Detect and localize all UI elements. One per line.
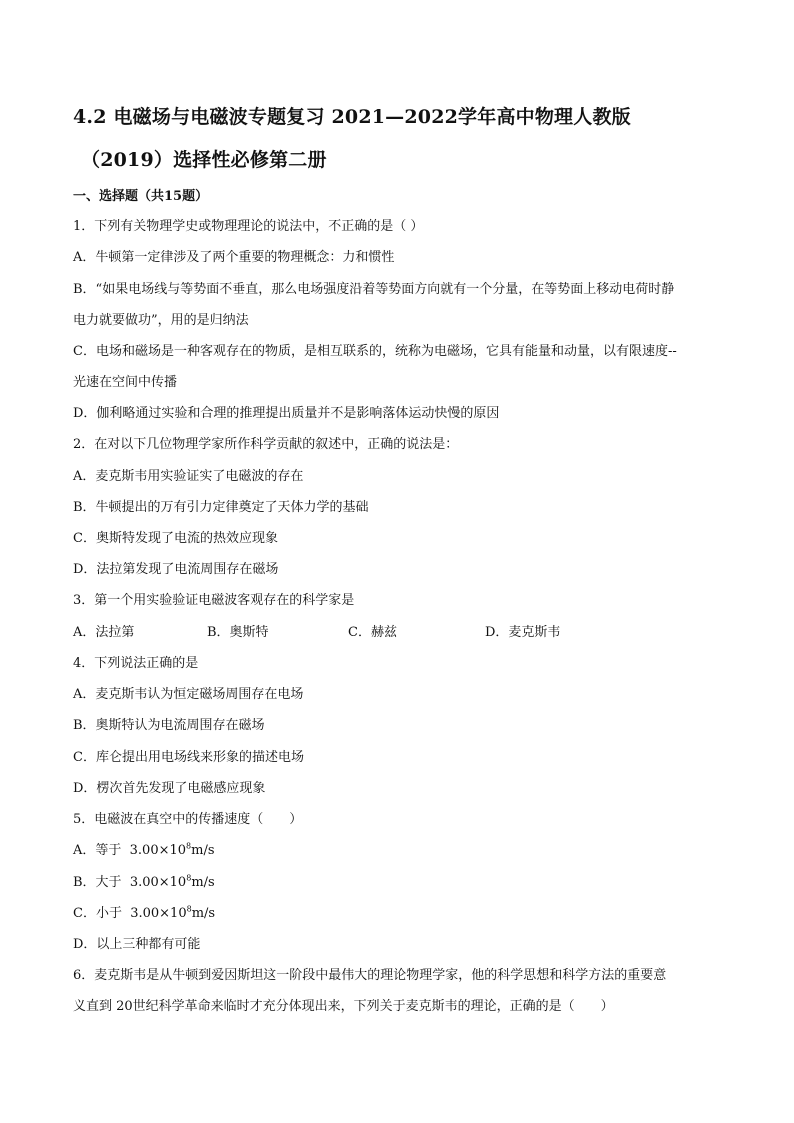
question-3-option-c: C．赫兹 — [348, 625, 397, 640]
question-5-option-a — [73, 842, 733, 860]
speed-exponent: 8 — [186, 904, 192, 914]
option-prefix: C．小于 — [73, 906, 122, 921]
question-1-option-c-line1: C．电场和磁场是一种客观存在的物质，是相互联系的，统称为电磁场，它具有能量和动量，以有限速度-- — [73, 344, 677, 359]
speed-exponent: 8 — [186, 873, 192, 883]
question-4-option-b: B．奥斯特认为电流周围存在磁场 — [73, 718, 265, 733]
speed-value: 3.00×10 — [129, 843, 187, 858]
question-6-stem-line2: 义直到 20世纪科学革命来临时才充分体现出来，下列关于麦克斯韦的理论，正确的是（ ） — [73, 999, 614, 1014]
speed-unit: m/s — [191, 906, 216, 921]
speed-unit: m/s — [191, 843, 215, 858]
question-5-option-d: D．以上三种都有可能 — [73, 937, 201, 952]
question-2-stem: 2．在对以下几位物理学家所作科学贡献的叙述中，正确的说法是： — [73, 437, 459, 452]
option-prefix: A．等于 — [73, 843, 122, 858]
document-title-line2: （2019）选择性必修第二册 — [81, 149, 327, 171]
question-1-option-c-line2: 光速在空间中传播 — [73, 375, 178, 390]
question-5-option-c — [73, 905, 733, 923]
speed-value: 3.00×10 — [129, 875, 187, 890]
question-3-option-b: B．奥斯特 — [207, 625, 269, 640]
question-1-option-a: A．牛顿第一定律涉及了两个重要的物理概念：力和惯性 — [73, 250, 395, 265]
question-4-option-a: A．麦克斯韦认为恒定磁场周围存在电场 — [73, 687, 304, 702]
speed-exponent: 8 — [186, 841, 192, 851]
question-1-option-d: D．伽利略通过实验和合理的推理提出质量并不是影响落体运动快慢的原因 — [73, 406, 500, 421]
section-heading: 一、选择题（共15题） — [73, 189, 209, 204]
question-4-option-d: D．楞次首先发现了电磁感应现象 — [73, 781, 266, 796]
question-5-stem: 5．电磁波在真空中的传播速度（ ） — [73, 812, 303, 827]
question-2-option-b: B．牛顿提出的万有引力定律奠定了天体力学的基础 — [73, 500, 369, 515]
question-3-option-a: A．法拉第 — [73, 625, 135, 640]
question-2-option-c: C．奥斯特发现了电流的热效应现象 — [73, 531, 278, 546]
speed-value: 3.00×10 — [130, 906, 187, 921]
option-prefix: B．大于 — [73, 875, 122, 890]
question-3-stem: 3．第一个用实验验证电磁波客观存在的科学家是 — [73, 593, 355, 608]
question-4-stem: 4．下列说法正确的是 — [73, 656, 199, 671]
document-title-line1: 4.2 电磁场与电磁波专题复习 2021—2022学年高中物理人教版 — [73, 106, 631, 128]
question-3-option-d: D．麦克斯韦 — [485, 625, 561, 640]
question-1-option-b-line2: 电力就要做功”，用的是归纳法 — [73, 313, 249, 328]
question-2-option-a: A．麦克斯韦用实验证实了电磁波的存在 — [73, 469, 304, 484]
question-4-option-c: C．库仑提出用电场线来形象的描述电场 — [73, 750, 304, 765]
question-1-stem: 1．下列有关物理学史或物理理论的说法中，不正确的是（ ） — [73, 219, 424, 234]
question-6-stem-line1: 6．麦克斯韦是从牛顿到爱因斯坦这一阶段中最伟大的理论物理学家，他的科学思想和科学方法的重要意 — [73, 968, 667, 983]
question-2-option-d: D．法拉第发现了电流周围存在磁场 — [73, 562, 279, 577]
question-1-option-b-line1: B．“如果电场线与等势面不垂直，那么电场强度沿着等势面方向就有一个分量，在等势面上移动电荷时静 — [73, 282, 675, 297]
speed-unit: m/s — [191, 875, 215, 890]
question-5-option-b — [73, 874, 733, 892]
